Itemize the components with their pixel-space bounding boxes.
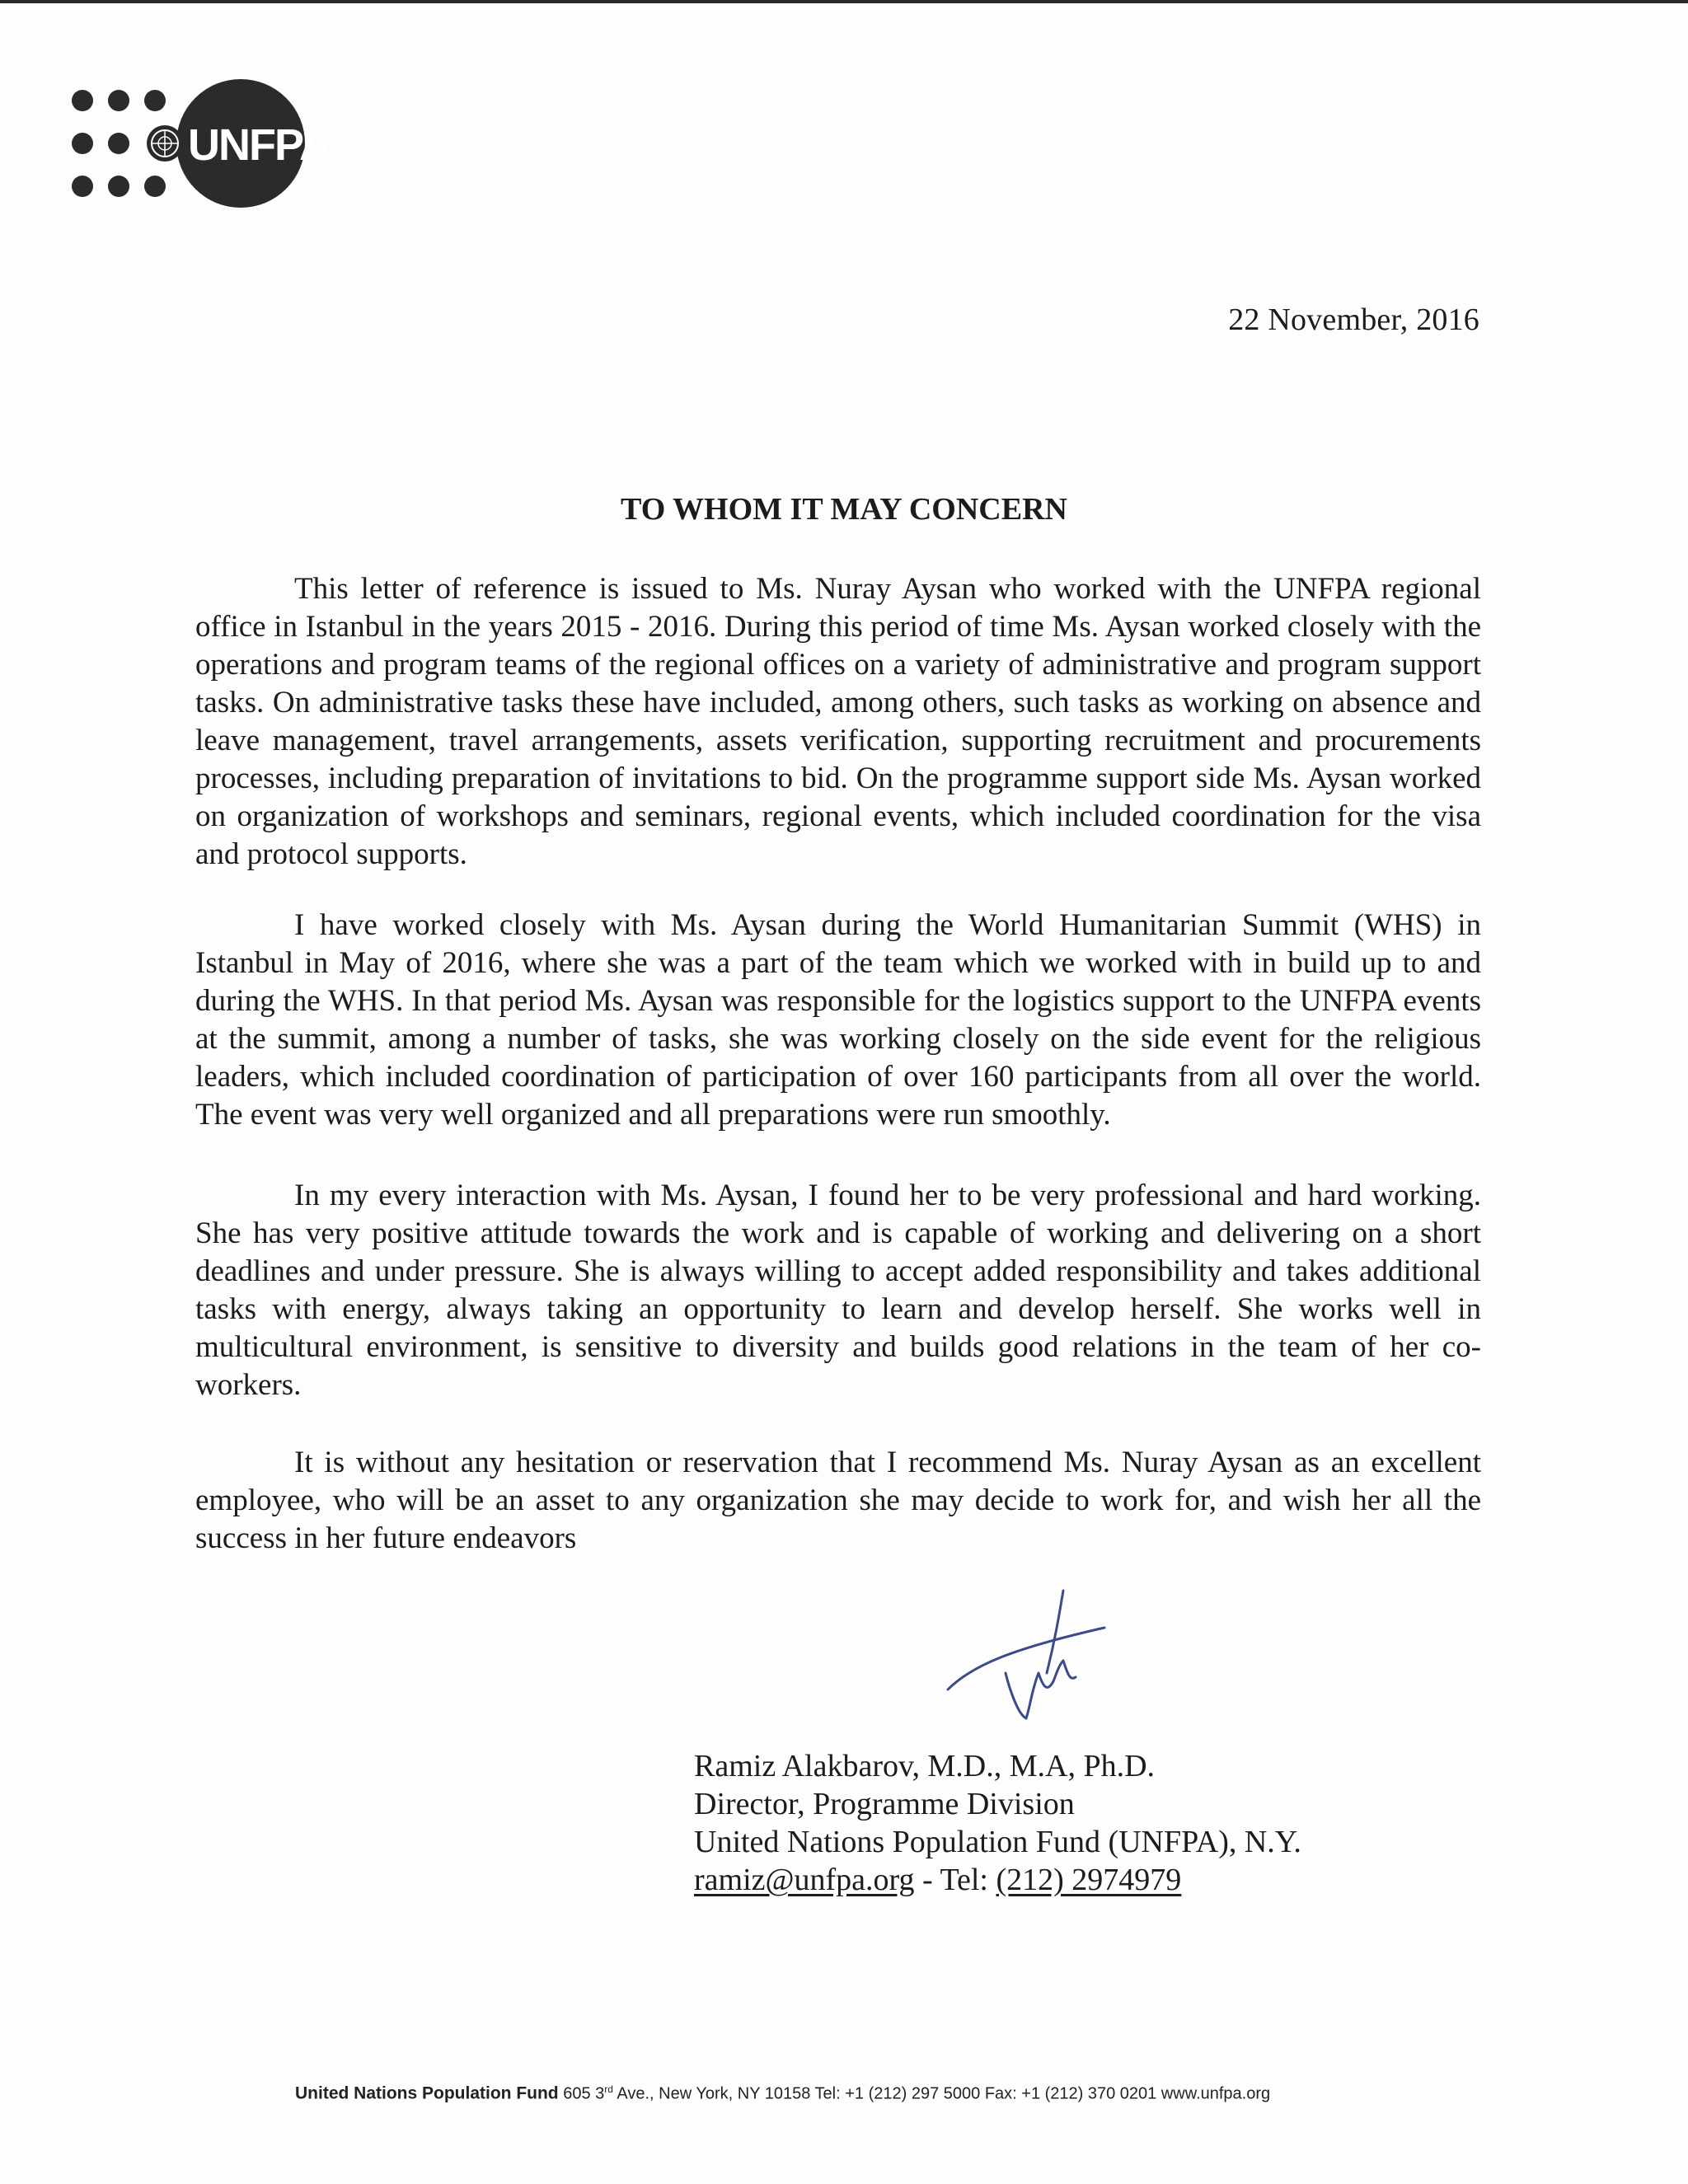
logo-text: UNFPA: [188, 120, 330, 170]
signatory-contact: [694, 1861, 1301, 1899]
paragraph-1-text: This letter of reference is issued to Ms. Nuray Aysan who worked with the UNFPA regional office in Istanbul in the years 2015 - 2016. During this period of time Ms. Aysan worked closely with the operations and program teams of the regional offices on a variety of administrative and program support tasks. On administrative tasks these have included, among others, such tasks as working on absence and leave management, travel arrangements, assets verification, supporting recruitment and procurements processes, including preparation of invitations to bid. On the programme support side Ms. Aysan worked on organization of workshops and seminars, regional events, which included coordination for the visa and protocol supports.: [195, 572, 1481, 871]
scan-top-edge: [0, 0, 1688, 3]
unfpa-logo-graphic: [66, 79, 330, 219]
signatory-tel-label: - Tel:: [921, 1863, 988, 1897]
paragraph-2: [195, 907, 1481, 1134]
signatory-tel-link[interactable]: (212) 2974979: [996, 1863, 1182, 1897]
signatory-title: Director, Programme Division: [694, 1787, 1075, 1821]
footer-address-number: 605 3: [563, 2084, 605, 2103]
paragraph-4: [195, 1444, 1481, 1558]
paragraph-3-text: In my every interaction with Ms. Aysan, I found her to be very professional and hard working. She has very positive attitude towards the work and is capable of working and delivering on a short deadlines and under pressure. She is always willing to accept added responsibility and takes additional tasks with energy, always taking an opportunity to learn and develop herself. She works well in multicultural environment, is sensitive to diversity and builds good relations in the team of her co-workers.: [195, 1179, 1481, 1402]
footer-address-rest: Ave., New York, NY 10158 Tel: +1 (212) 297 5000 Fax: +1 (212) 370 0201 www.unfpa.org: [612, 2084, 1271, 2103]
footer-address-sup: rd: [604, 2083, 613, 2095]
signature-graphic: [940, 1582, 1121, 1731]
letterhead-footer: [295, 2083, 1270, 2104]
handwritten-signature: [940, 1582, 1121, 1731]
paragraph-4-text: It is without any hesitation or reservation that I recommend Ms. Nuray Aysan as an excellent employee, who will be an asset to any organization she may decide to work for, and wish her all the success in her future endeavors: [195, 1446, 1481, 1555]
letter-heading-text: TO WHOM IT MAY CONCERN: [621, 492, 1067, 527]
signatory-name: Ramiz Alakbarov, M.D., M.A, Ph.D.: [694, 1749, 1156, 1783]
un-emblem-icon: [147, 125, 183, 162]
footer-org: United Nations Population Fund: [295, 2083, 559, 2103]
signature-block: [694, 1747, 1301, 1899]
paragraph-1: [195, 570, 1481, 874]
signatory-organization: United Nations Population Fund (UNFPA), N.Y.: [694, 1825, 1301, 1859]
unfpa-logo: [66, 79, 330, 219]
paragraph-3: [195, 1177, 1481, 1404]
paragraph-2-text: I have worked closely with Ms. Aysan during the World Humanitarian Summit (WHS) in Istanbul in May of 2016, where she was a part of the team which we worked with in build up to and during the WHS. In that period Ms. Aysan was responsible for the logistics support to the UNFPA events at the summit, among a number of tasks, she was working closely on the side event for the religious leaders, which included coordination of participation of over 160 participants from all over the world. The event was very well organized and all preparations were run smoothly.: [195, 908, 1481, 1132]
signatory-email-link[interactable]: ramiz@unfpa.org: [694, 1863, 915, 1897]
letter-heading: [0, 491, 1688, 527]
letter-date: 22 November, 2016: [1228, 302, 1479, 337]
